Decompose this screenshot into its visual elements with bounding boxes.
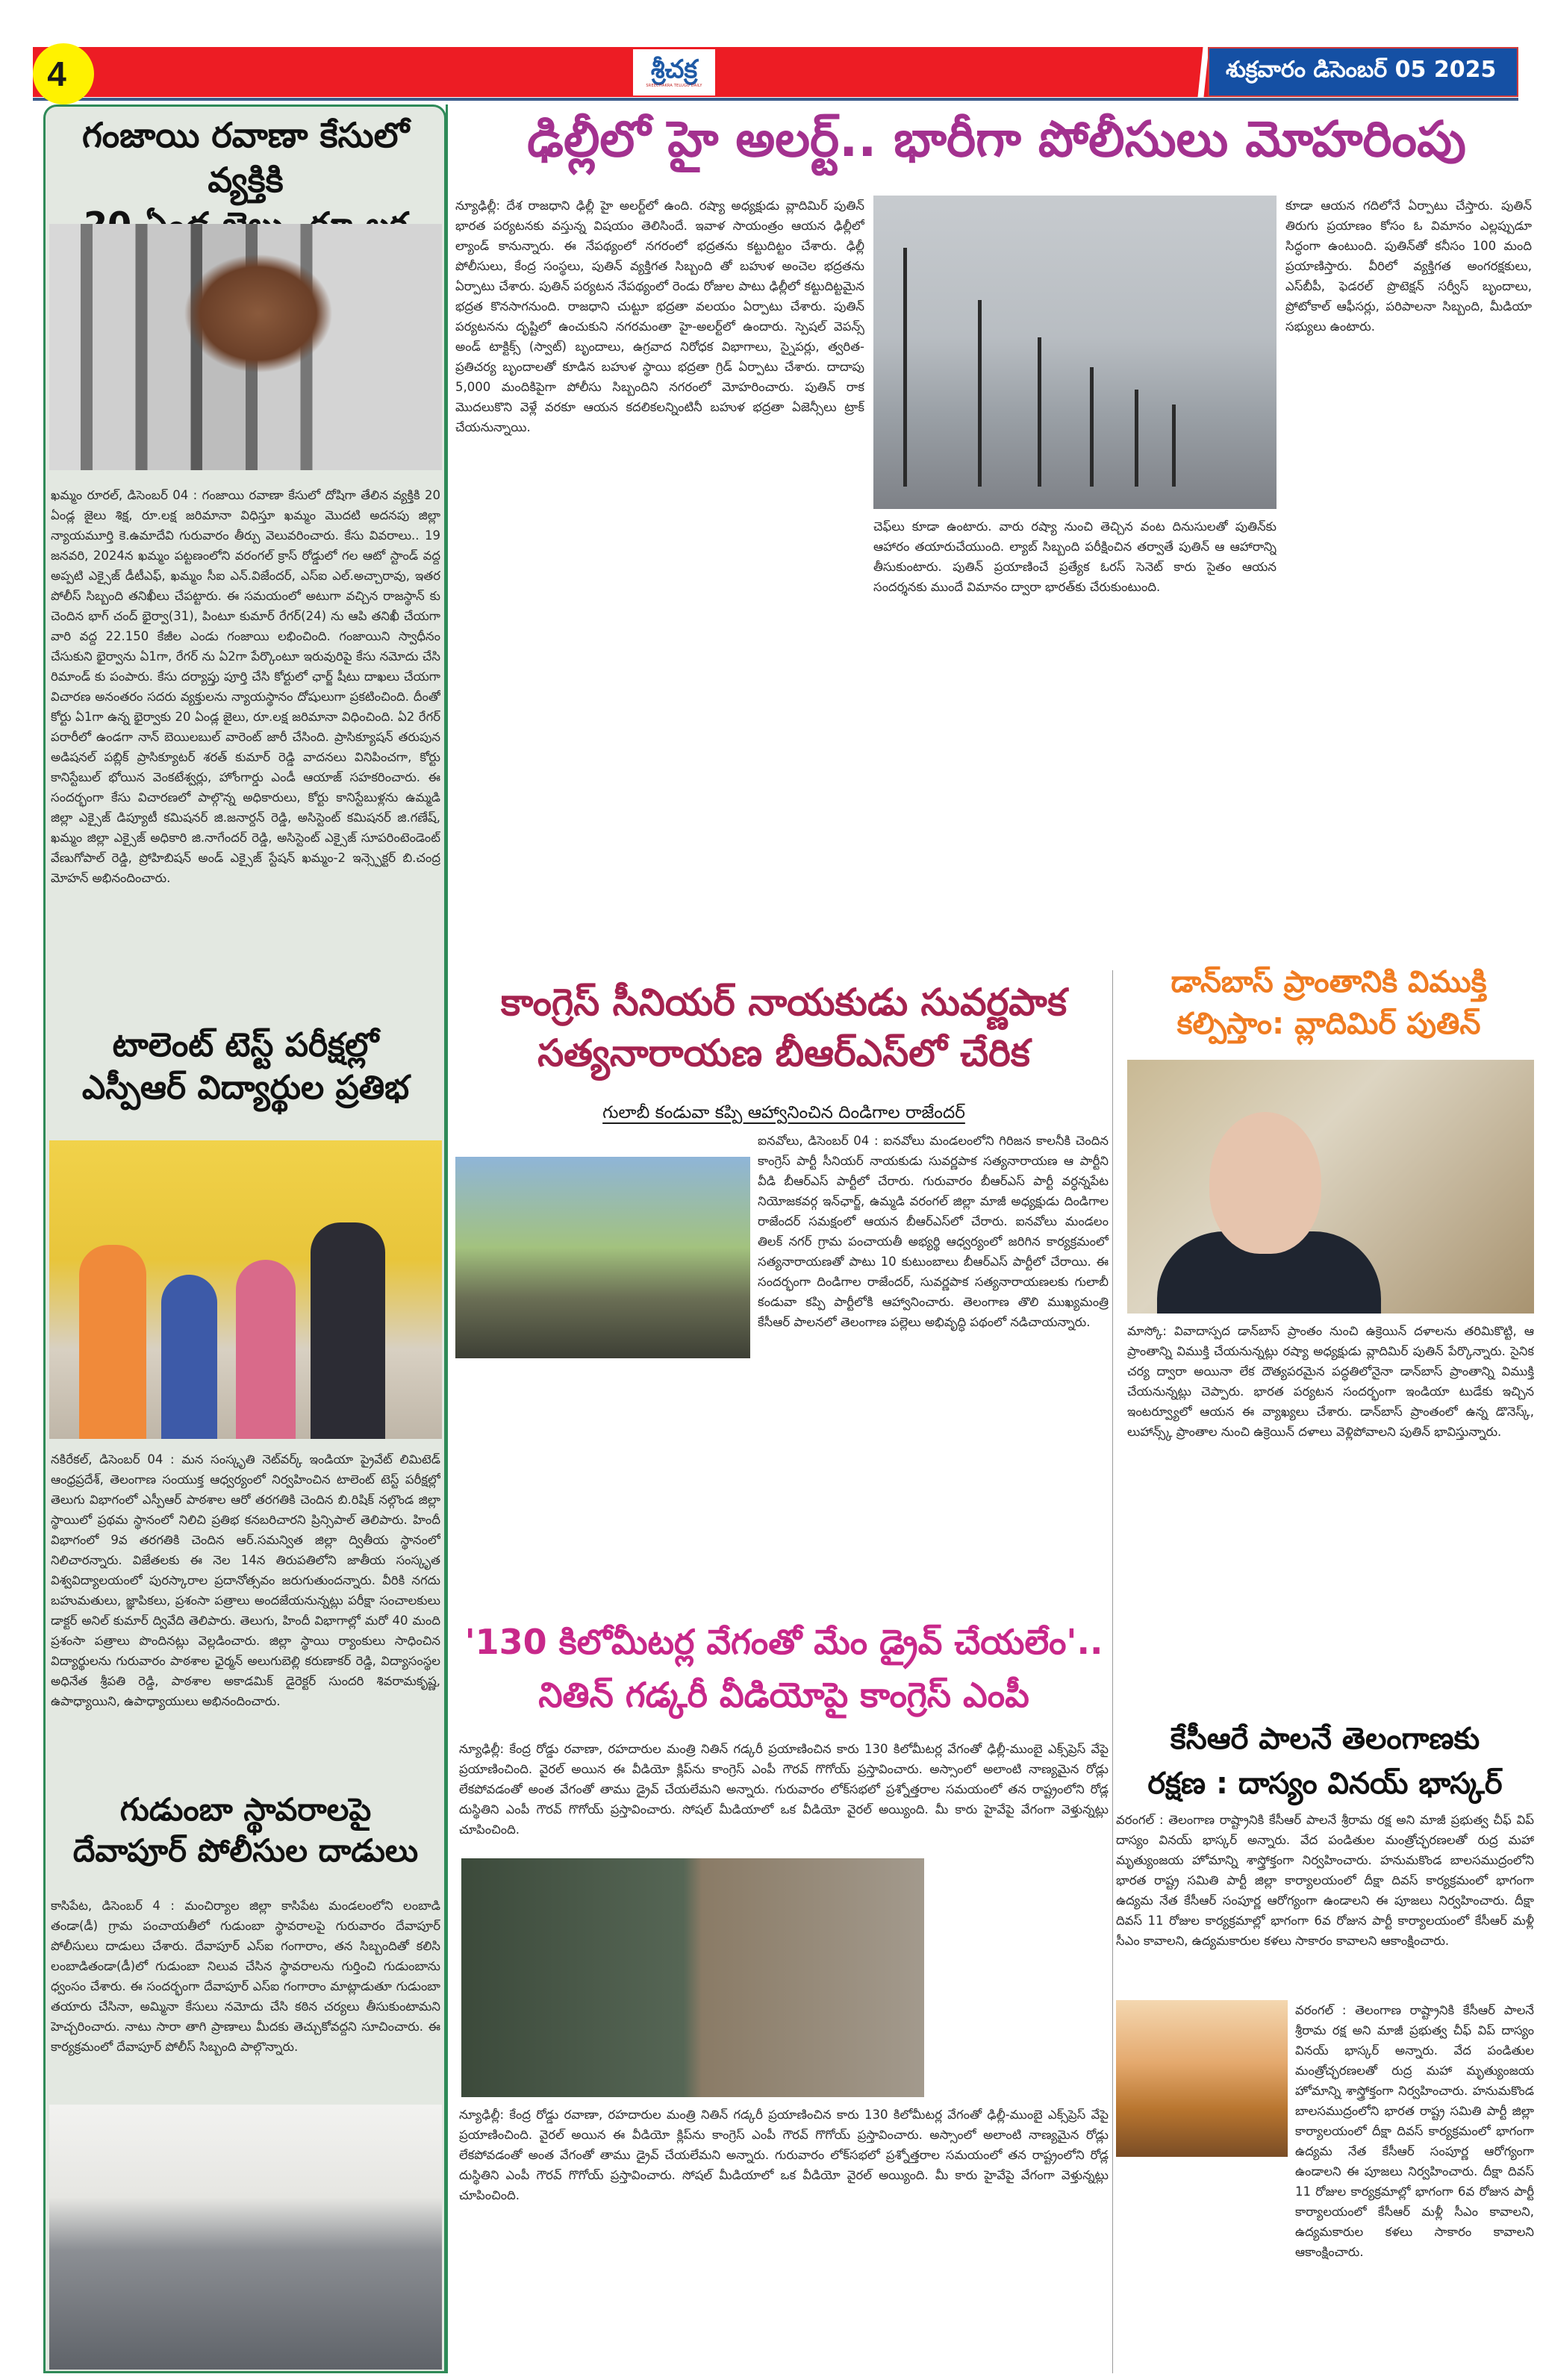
headline-line: '130 కిలోమీటర్ల వేగంతో మేం డ్రైవ్ చేయలేం'.. [464,1622,1103,1662]
lamp-pole [1090,367,1094,487]
left-story1-body: ఖమ్మం రూరల్, డిసెంబర్ 04 : గంజాయి రవాణా కేసులో దోషిగా తేలిన వ్యక్తికి 20 ఏండ్ల జైలు శిక్ష, రూ.లక్ష జరిమానా విధిస్తూ ఖమ్మం మొదటి అదనపు జిల్లా న్యాయమూర్తి కె.ఉమాదేవి గురువారం తీర్పు వెలువరించారు. కేసు వివరాలు.. 19 జనవరి, 2024న ఖమ్మం పట్టణంలోని వరంగల్ క్రాస్ రోడ్డులో గల ఆటో స్టాండ్ వద్ద అప్పటి ఎక్సైజ్ డీటీఎఫ్, ఖమ్మం సీఐ ఎన్.విజేందర్, ఎస్ఐ ఎల్.అచ్చారావు, ఇతర పోలీస్ సిబ్బంది తనిఖీలు చేపట్టారు. ఈ సమయంలో అటుగా వచ్చిన రాజస్థాన్ కు చెందిన భాగ్ చంద్ భైర్వా(31), పింటూ కుమార్ రేగర్(24) ను ఆపి తనిఖీ చేయగా వారి వద్ద 22.150 కేజీల ఎండు గంజాయి లభించింది. గంజాయిని స్వాధీనం చేసుకుని భైర్వాను ఏ1గా, రేగర్ ను ఏ2గా పేర్కొంటూ ఇరువురిపై కేసు నమోదు చేసి రిమాండ్ కు పంపారు. కేసు దర్యాప్తు పూర్తి చేసి కోర్టులో ఛార్జ్ షీటు దాఖలు చేయగా విచారణ అనంతరం సదరు వ్యక్తులను న్యాయస్థానం దోషులుగా ప్రకటించింది. దీంతో కోర్టు ఏ1గా ఉన్న భైర్వాకు 20 ఏండ్ల జైలు, రూ.లక్ష జరిమానా విధించింది. ఏ2 రేగర్ పరారీలో ఉండగా నాన్ బెయిలబుల్ వారెంట్ జారీ చేసింది. ప్రాసిక్యూషన్ తరుపున అడిషనల్ పబ్లిక్ ప్రాసిక్యూటర్ శరత్ కుమార్ రెడ్డి వాదనలు వినిపించగా, కోర్టు కానిస్టేబుల్ భోయిన వెంకటేశ్వర్లు, హోంగార్డు ఎండీ ఆయాజ్ సహకరించారు. ఈ సందర్భంగా కేసు విచారణలో పాల్గొన్న అధికారులు, కోర్టు కానిస్టేబుళ్లను ఉమ్మడి జిల్లా ఎక్సైజ్ డిప్యూటీ కమిషనర్ జి.జనార్దన్ రెడ్డి, అసిస్టెంట్ కమిషనర్ జి.గణేష్, ఖమ్మం జిల్లా ఎక్సైజ్ అధికారి జి.నాగేందర్ రెడ్డి, అసిస్టెంట్ ఎక్సైజ్ సూపరింటెండెంట్ వేణుగోపాల్ రెడ్డి, ప్రోహిబిషన్ అండ్ ఎక్సైజ్ స్టేషన్ ఖమ్మం-2 ఇన్స్పెక్టర్ బి.చంద్ర మోహన్ అభినందించారు. [51,488,440,885]
main-headline: ఢిల్లీలో హై అలర్ట్.. భారీగా పోలీసులు మోహరింపు [527,110,1466,168]
face-figure [1209,1112,1321,1254]
headline-line: గంజాయి రవాణా కేసులో వ్యక్తికి [81,115,410,200]
students-award-photo [49,1140,442,1439]
brs-joining-photo [455,1157,750,1358]
kcr-headline [1112,1717,1538,1806]
headline-line: కాంగ్రెస్ సీనియర్ నాయకుడు సువర్ణపాక [500,981,1067,1024]
lamp-pole [1038,337,1041,487]
kcr-story-continued: వరంగల్ : తెలంగాణ రాష్ట్రానికి కేసీఆర్ పాలనే శ్రీరామ రక్ష అని మాజీ ప్రభుత్వ చీఫ్ విప్ దాస్యం వినయ్ భాస్కర్ అన్నారు. వేద పండితుల మంత్రోచ్ఛరణలతో రుద్ర మహా మృత్యుంజయ హోమాన్ని శాస్త్రోక్తంగా నిర్వహించారు. హనుమకొండ బాలసముద్రంలోని భారత రాష్ట్ర సమితి పార్టీ జిల్లా కార్యాలయంలో దీక్షా దివస్ కార్యక్రమంలో భాగంగా ఉద్యమ నేత కేసీఆర్ సంపూర్ణ ఆరోగ్యంగా ఉండాలని ఈ పూజలు నిర్వహించారు. దీక్షా దివస్ 11 రోజుల కార్యక్రమాల్లో భాగంగా 6వ రోజున పార్టీ కార్యాలయంలో కేసీఆర్ మళ్లీ సీఎం కావాలని, ఉద్యమకారుల కళలు సాకారం కావాలని ఆకాంక్షించారు. [1295,2003,1534,2259]
delhi-security-photo [873,196,1277,509]
column-rule [1112,970,1113,2373]
left-story3-body: కాసిపేట, డిసెంబర్ 4 : మంచిర్యాల జిల్లా కాసిపేట మండలంలోని లంబాడి తండా(డీ) గ్రామ పంచాయతీలో గుడుంబా స్థావరాలపై గురువారం దేవాపూర్ పోలీసులు దాడులు చేశారు. దేవాపూర్ ఎస్ఐ గంగారాం, తన సిబ్బందితో కలిసి లంబాడితండా(డీ)లో గుడుంబా నిలువ చేసిన స్థావరాలను గుర్తించి గుడుంబాను ధ్వంసం చేశారు. ఈ సందర్భంగా దేవాపూర్ ఎస్ఐ గంగారాం మాట్లాడుతూ గుడుంబా తయారు చేసినా, అమ్మినా కేసులు నమోదు చేసి కఠిన చర్యలు తీసుకుంటామని హెచ్చరించారు. నాటు సారా తాగి ప్రాణాలు మీదకు తెచ్చుకోవద్దని సూచించారు. ఈ కార్యక్రమంలో దేవాపూర్ పోలీస్ సిబ్బంది పాల్గొన్నారు. [51,1899,440,2054]
hands-image [184,254,333,373]
headline-line: గుడుంబా స్థావరాలపై [119,1791,372,1828]
headline-line: డాన్‌బాస్ ప్రాంతానికి విముక్తి [1171,965,1487,999]
gudumba-raid-photo [49,2105,442,2370]
left-column-divider [446,104,448,2373]
issue-date: శుక్రవారం డిసెంబర్ 05 2025 [1208,47,1518,97]
person-figure [79,1245,146,1439]
lamp-pole [1172,405,1176,487]
left-story3-headline [49,1790,442,1871]
main-story-col3: కూడా ఆయన గదిలోనే ఏర్పాటు చేస్తారు. పుతిన్ తిరుగు ప్రయాణం కోసం ఓ విమానం ఎల్లప్పుడూ సిద్ధంగా ఉంటుంది. పుతిన్‌తో కనీసం 100 మంది ప్రయాణిస్తారు. వీరిలో వ్యక్తిగత అంగరక్షకులు, ఎస్‌బీపీ, ఫెడరల్ ప్రొటెక్షన్ సర్వీస్ బృందాలు, ప్రోటోకాల్ ఆఫీసర్లు, పరిపాలనా సిబ్బంది, మీడియా సభ్యులు ఉంటారు. [1285,199,1532,334]
putin-story-body: మాస్కో: వివాదాస్పద డాన్‌బాస్ ప్రాంతం నుంచి ఉక్రెయిన్ దళాలను తరిమికొట్టి, ఆ ప్రాంతాన్ని విముక్తి చేయనున్నట్లు రష్యా అధ్యక్షుడు వ్లాదిమిర్ పుతిన్ పేర్కొన్నారు. సైనిక చర్య ద్వారా అయినా లేక దౌత్యపరమైన పద్ధతిలోనైనా డాన్‌బాస్ ప్రాంతాన్ని విముక్తి చేయనున్నట్లు చెప్పారు. భారత పర్యటన సందర్భంగా ఇండియా టుడేకు ఇచ్చిన ఇంటర్వ్యూలో ఆయన ఈ వ్యాఖ్యలు చేశారు. డాన్‌బాస్ ప్రాంతంలో ఉన్న డొనెస్క్, లుహాన్స్క్ ప్రాంతాల నుంచి ఉక్రెయిన్ దళాలు వెళ్లిపోవాలని పుతిన్ భావిస్తున్నారు. [1127,1324,1534,1439]
person-figure [236,1260,296,1439]
brs-story-body: ఐనవోలు, డిసెంబర్ 04 : ఐనవోలు మండలంలోని గిరిజన కాలనీకి చెందిన కాంగ్రెస్ పార్టీ సీనియర్ నాయకుడు సువర్ణపాక సత్యనారాయణ ఆ పార్టీని వీడి బీఆర్‌ఎస్ పార్టీలో చేరారు. గురువారం బీఆర్‌ఎస్ పార్టీ వర్ధన్నపేట నియోజకవర్గ ఇన్‌ఛార్జ్, ఉమ్మడి వరంగల్ జిల్లా మాజీ అధ్యక్షుడు దిండిగాల రాజేందర్ సమక్షంలో ఆయన బీఆర్‌ఎస్‌లో చేరారు. ఐనవోలు మండలం తిలక్ నగర్ గ్రామ పంచాయతీ అభ్యర్థి ఆధ్వర్యంలో జరిగిన కార్యక్రమంలో సత్యనారాయణతో పాటు 10 కుటుంబాలు బీఆర్‌ఎస్ పార్టీలో చేరాయి. ఈ సందర్భంగా దిండిగాల రాజేందర్, సువర్ణపాక సత్యనారాయణలకు గులాబీ కండువా కప్పి పార్టీలోకి ఆహ్వానించారు. తెలంగాణ తొలి ముఖ్యమంత్రి కేసీఆర్ పాలనలో తెలంగాణ పల్లెలు అభివృద్ధి పథంలో నడిచాయన్నారు. [758,1134,1109,1329]
lamp-pole [903,248,907,487]
putin-headline [1123,961,1534,1045]
left-story2-headline [49,1024,442,1109]
person-figure [311,1222,385,1439]
homam-ritual-photo [1116,2000,1288,2157]
logo-subtext: SREECHAKRA TELUGU DAILY [646,84,702,88]
kcr-story-body: వరంగల్ : తెలంగాణ రాష్ట్రానికి కేసీఆర్ పాలనే శ్రీరామ రక్ష అని మాజీ ప్రభుత్వ చీఫ్ విప్ దాస్యం వినయ్ భాస్కర్ అన్నారు. వేద పండితుల మంత్రోచ్ఛరణలతో రుద్ర మహా మృత్యుంజయ హోమాన్ని శాస్త్రోక్తంగా నిర్వహించారు. హనుమకొండ బాలసముద్రంలోని భారత రాష్ట్ర సమితి పార్టీ జిల్లా కార్యాలయంలో దీక్షా దివస్ కార్యక్రమంలో భాగంగా ఉద్యమ నేత కేసీఆర్ సంపూర్ణ ఆరోగ్యంగా ఉండాలని ఈ పూజలు నిర్వహించారు. దీక్షా దివస్ 11 రోజుల కార్యక్రమాల్లో భాగంగా 6వ రోజున పార్టీ కార్యాలయంలో కేసీఆర్ మళ్లీ సీఎం కావాలని, ఉద్యమకారుల కళలు సాకారం కావాలని ఆకాంక్షించారు. [1116,1813,1534,1948]
gadkari-story-body: న్యూఢిల్లీ: కేంద్ర రోడ్డు రవాణా, రహదారుల మంత్రి నితిన్ గడ్కరీ ప్రయాణించిన కారు 130 కిలోమీటర్ల వేగంతో ఢిల్లీ-ముంబై ఎక్స్‌ప్రెస్ వేపై ప్రయాణించింది. వైరల్ అయిన ఈ వీడియో క్లిప్‌ను కాంగ్రెస్ ఎంపీ గౌరవ్ గొగోయ్ ప్రస్తావించారు. అస్సాంలో అలాంటి నాణ్యమైన రోడ్లు లేకపోవడంతో అంత వేగంతో తాము డ్రైవ్ చేయలేమని అన్నారు. గురువారం లోక్‌సభలో ప్రశ్నోత్తరాల సమయంలో తన రాష్ట్రంలోని రోడ్ల దుస్థితిని ఎంపీ గౌరవ్ గొగోయ్ ప్రస్తావించారు. సోషల్ మీడియాలో ఒక వీడియో వైరల్ అయ్యింది. మీ కారు హైవేపై వేగంగా వెళ్తున్నట్లు చూపించింది. [459,1742,1109,1837]
brs-subheadline: గులాబీ కండువా కప్పి ఆహ్వానించిన దిండిగాల రాజేందర్ [602,1103,965,1122]
headline-line: కల్పిస్తాం: వ్లాదిమిర్ పుతిన్ [1176,1007,1481,1041]
main-story-col2-mid: చెఫ్‌లు కూడా ఉంటారు. వారు రష్యా నుంచి తెచ్చిన వంట దినుసులతో పుతిన్‌కు ఆహారం తయారుచేయుంది. ల్యాబ్ సిబ్బంది పరీక్షించిన తర్వాతే పుతిన్ ఆ ఆహారాన్ని తీసుకుంటారు. పుతిన్ ప్రయాణించే ప్రత్యేక ఓరస్ సెనెట్ కారు సైతం ఆయన సందర్శనకు ముందే విమానం ద్వారా భారత్‌కు చేరుకుంటుంది. [873,519,1277,594]
headline-line: కేసీఆరే పాలనే తెలంగాణకు [1170,1722,1480,1756]
logo-text: శ్రీచక్ర [650,54,698,84]
headline-line: దేవాపూర్ పోలీసుల దాడులు [72,1831,419,1869]
headline-line: సత్యనారాయణ బీఆర్ఎస్‌లో చేరిక [537,1031,1030,1075]
left-story2-body: నకిరేకల్, డిసెంబర్ 04 : మన సంస్కృతి నెట్‌వర్క్ ఇండియా ప్రైవేట్ లిమిటెడ్ ఆంధ్రప్రదేశ్, తెలంగాణ సంయుక్త ఆధ్వర్యంలో నిర్వహించిన టాలెంట్ టెస్ట్ పరీక్షల్లో తెలుగు విభాగంలో ఎస్పీఆర్ పాఠశాల ఆరో తరగతికి చెందిన బి.రిషిక్ నల్గొండ జిల్లా స్థాయిలో ప్రథమ స్థానంలో నిలిచి ప్రతిభ కనబరిచారని ప్రిన్సిపాల్ తెలిపారు. హిందీ విభాగంలో 9వ తరగతికి చెందిన ఆర్.సమన్విత జిల్లా ద్వితీయ స్థానంలో నిలిచారన్నారు. విజేతలకు ఈ నెల 14న తిరుపతిలోని జాతీయ సంస్కృత విశ్వవిద్యాలయంలో పురస్కారాల ప్రదానోత్సవం జరుగుతుందన్నారు. వీరికి నగదు బహుమతులు, జ్ఞాపికలు, ప్రశంసా పత్రాలు అందజేయనున్నట్లు పరీక్షా సంచాలకులు డాక్టర్ అనిల్ కుమార్ ద్వివేది తెలిపారు. తెలుగు, హిందీ విభాగాల్లో మరో 40 మంది ప్రశంసా పత్రాలు పొందినట్లు వెల్లడించారు. జిల్లా స్థాయి ర్యాంకులు సాధించిన విద్యార్థులను గురువారం పాఠశాల ఛైర్మన్ అలుగుబెల్లి కరుణాకర్ రెడ్డి, విద్యాసంస్థల అధినేత శ్రీపతి రెడ్డి, పాఠశాల అకాడమిక్ డైరెక్టర్ సుందరి శివరామకృష్ణ, ఉపాధ్యాయిని, ఉపాధ్యాయులు అభినందించారు. [51,1452,440,1708]
headline-line: టాలెంట్ టెస్ట్ పరీక్షల్లో [112,1026,379,1064]
headline-line: ఎస్పీఆర్ విద్యార్థుల ప్రతిభ [81,1069,410,1108]
masthead-rule [33,98,1518,101]
main-story-col1: న్యూఢిల్లీ: దేశ రాజధాని ఢిల్లీ హై అలర్ట్‌లో ఉంది. రష్యా అధ్యక్షుడు వ్లాదిమిర్ పుతిన్ భారత పర్యటనకు వస్తున్న విషయం తెలిసిందే. ఇవాళ సాయంత్రం ఆయన ఢిల్లీలో ల్యాండ్ కానున్నారు. ఈ నేపథ్యంలో నగరంలో భద్రతను కట్టుదిట్టం చేశారు. ఢిల్లీ పోలీసులు, కేంద్ర సంస్థలు, పుతిన్ వ్యక్తిగత సిబ్బంది తో బహుళ అంచెల భద్రతను ఏర్పాటు చేశారు. పుతిన్ పర్యటన నేపథ్యంలో రెండు రోజుల పాటు ఢిల్లీలో కట్టుదిట్టమైన భద్రత కొనసాగనుంది. రాజధాని చుట్టూ భద్రతా వలయం ఏర్పాటు చేశారు. పుతిన్ పర్యటనను దృష్టిలో ఉంచుకుని నగరమంతా హై-అలర్ట్‌లో ఉందారు. స్పెషల్ వెపన్స్ అండ్ టాక్టిక్స్ (స్వాట్) బృందాలు, ఉగ్రవాద నిరోధక విభాగాలు, స్నైపర్లు, త్వరిత-ప్రతిచర్య బృందాలతో కూడిన బహుళ స్థాయి భద్రతా గ్రిడ్ ఏర్పాటు చేశారు. దాదాపు 5,000 మందికిపైగా పోలీసు సిబ్బందిని నగరంలో మోహరించారు. పుతిన్ రాక మొదలుకొని వెళ్లే వరకూ ఆయన కదలికలన్నింటినీ బహుళ భద్రతా ఏజెన్సీలు ట్రాక్ చేయనున్నాయి. [455,199,864,434]
lamp-pole [1135,390,1138,487]
lamp-pole [978,300,982,487]
person-figure [161,1275,217,1439]
brs-headline [463,978,1105,1078]
headline-line: రక్షణ : దాస్యం వినయ్ భాస్కర్ [1147,1767,1503,1801]
gadkari-headline [455,1616,1112,1722]
prison-bars-photo [49,224,442,470]
gadkari-video-still [461,1858,924,2097]
page-number-badge: 4 [33,43,94,104]
headline-line: నితిన్ గడ్కరీ వీడియోపై కాంగ్రెస్ ఎంపీ [538,1675,1029,1716]
newspaper-logo [633,49,715,96]
putin-photo [1127,1060,1534,1314]
gadkari-story-continued: న్యూఢిల్లీ: కేంద్ర రోడ్డు రవాణా, రహదారుల మంత్రి నితిన్ గడ్కరీ ప్రయాణించిన కారు 130 కిలోమీటర్ల వేగంతో ఢిల్లీ-ముంబై ఎక్స్‌ప్రెస్ వేపై ప్రయాణించింది. వైరల్ అయిన ఈ వీడియో క్లిప్‌ను కాంగ్రెస్ ఎంపీ గౌరవ్ గొగోయ్ ప్రస్తావించారు. అస్సాంలో అలాంటి నాణ్యమైన రోడ్లు లేకపోవడంతో అంత వేగంతో తాము డ్రైవ్ చేయలేమని అన్నారు. గురువారం లోక్‌సభలో ప్రశ్నోత్తరాల సమయంలో తన రాష్ట్రంలోని రోడ్ల దుస్థితిని ఎంపీ గౌరవ్ గొగోయ్ ప్రస్తావించారు. సోషల్ మీడియాలో ఒక వీడియో వైరల్ అయ్యింది. మీ కారు హైవేపై వేగంగా వెళ్తున్నట్లు చూపించింది. [459,2108,1109,2202]
